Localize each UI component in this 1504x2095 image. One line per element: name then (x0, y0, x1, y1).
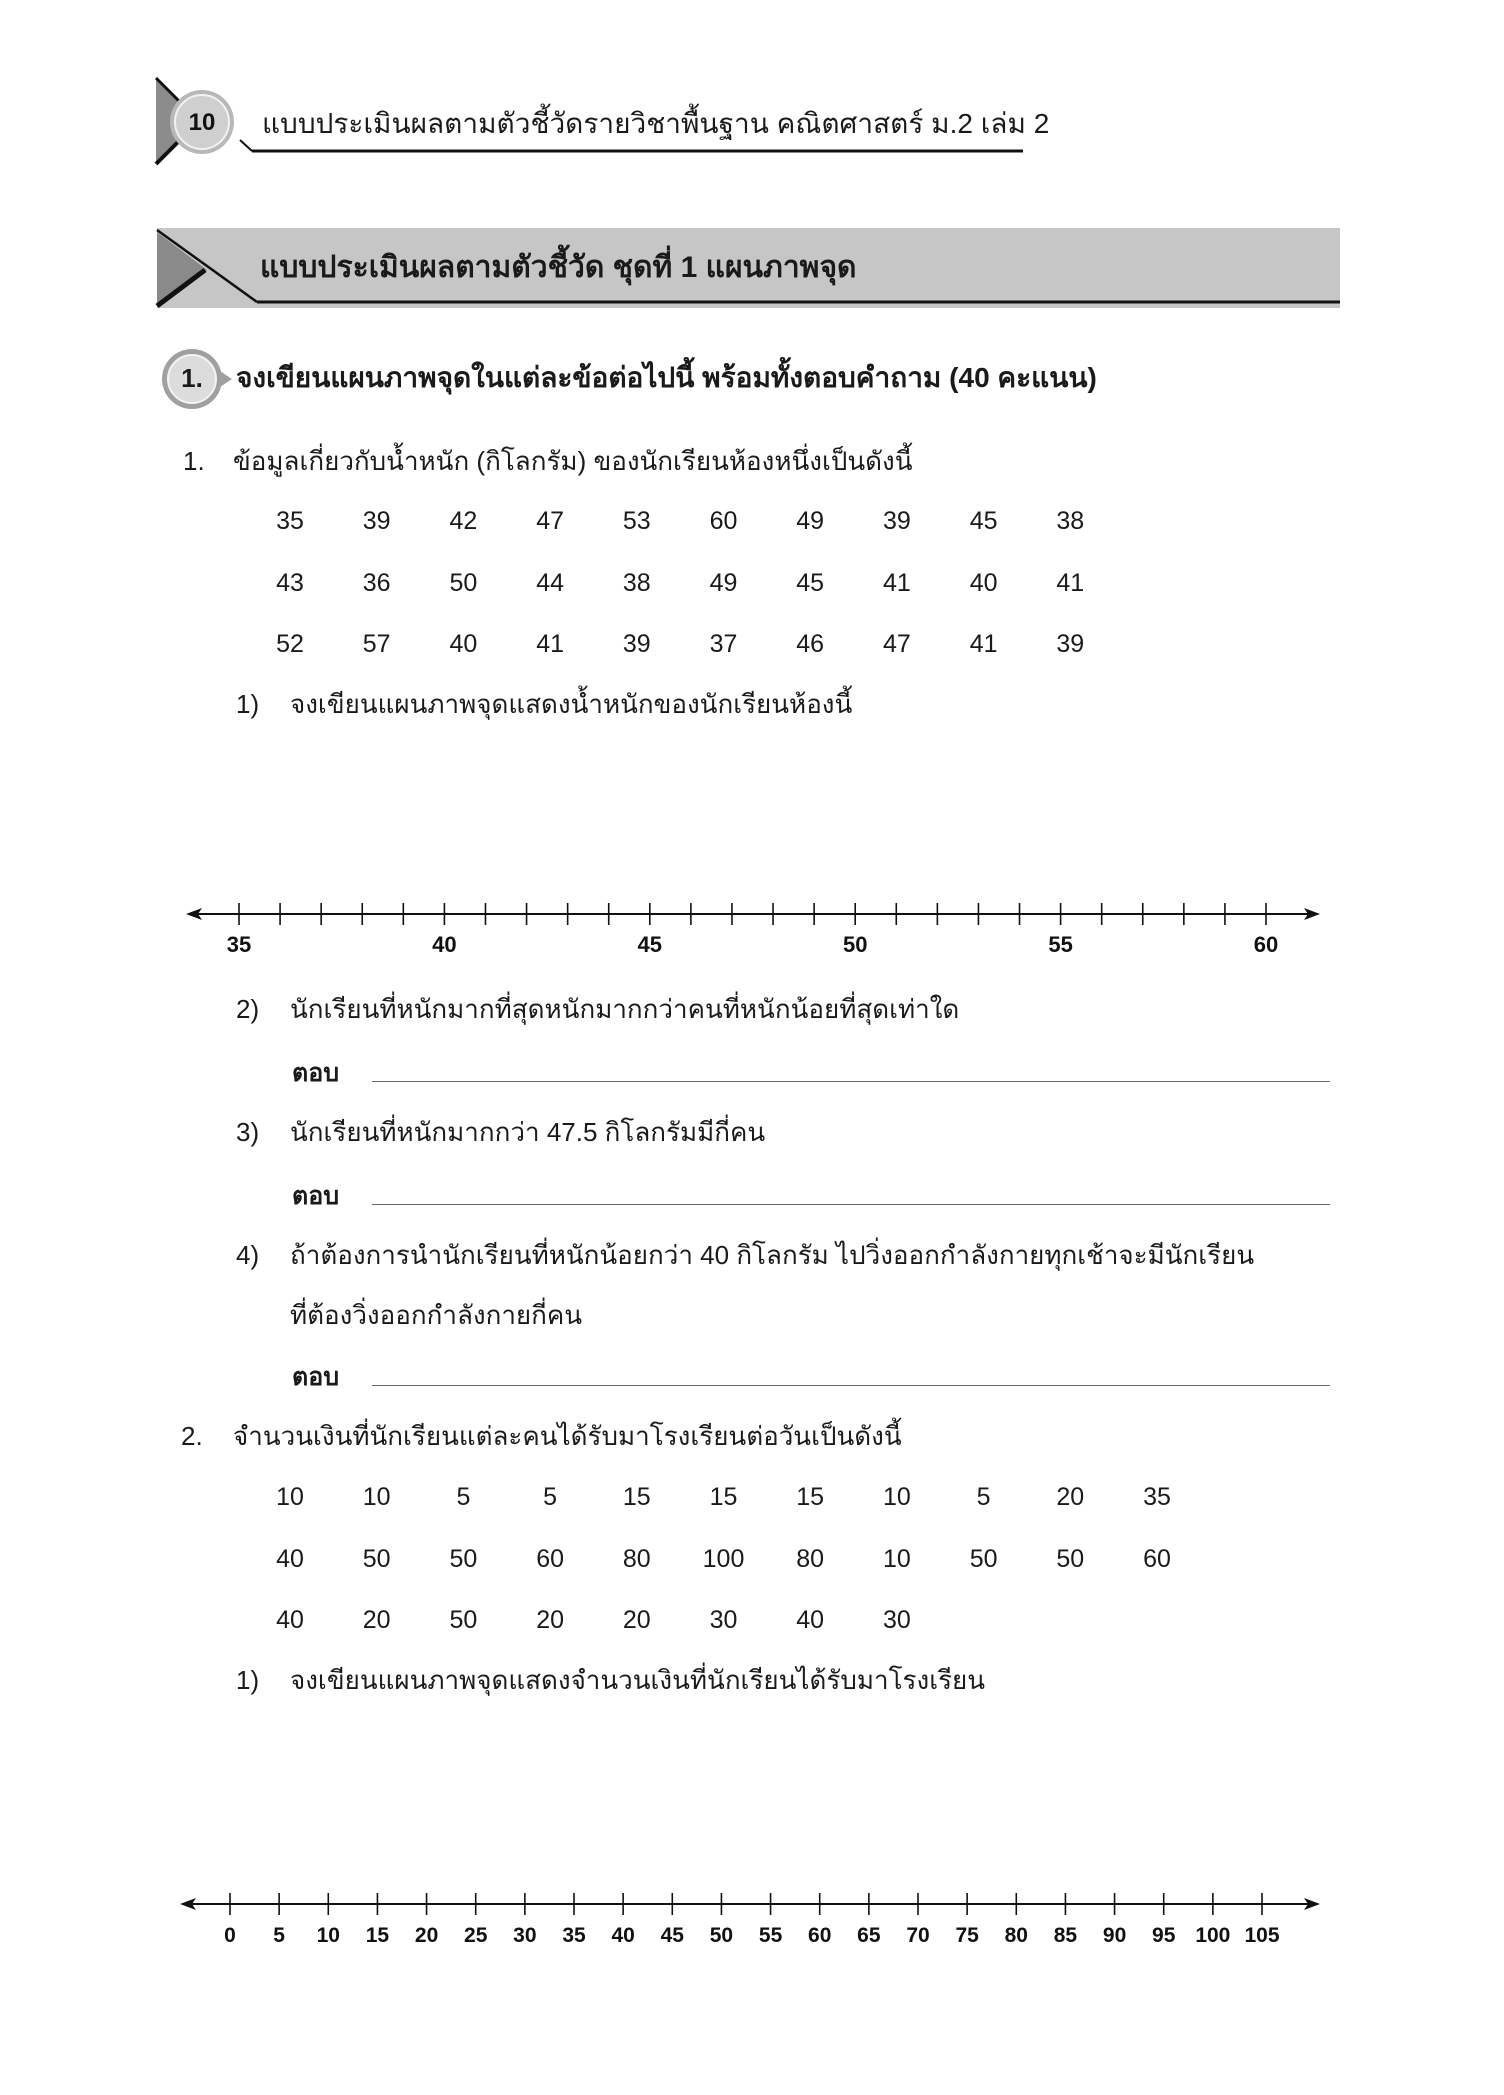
data-value: 60 (1143, 1545, 1171, 1573)
tick-label: 70 (906, 1924, 930, 1947)
data-value: 45 (969, 507, 998, 535)
tick-label: 65 (857, 1924, 881, 1947)
p1-sub4-text: ถ้าต้องการนำนักเรียนที่หนักน้อยกว่า 40 กิโลกรัม ไปวิ่งออกกำลังกายทุกเช้าจะมีนักเรียน (290, 1240, 1255, 1270)
data-value: 20 (622, 1606, 651, 1634)
p1-sub3-answer-field[interactable] (372, 1204, 1330, 1205)
tick-label: 55 (758, 1924, 783, 1947)
tick-label: 0 (224, 1924, 236, 1947)
tick-label: 95 (1152, 1924, 1176, 1947)
data-value: 5 (456, 1483, 471, 1511)
data-value: 50 (969, 1545, 998, 1573)
data-value: 39 (362, 507, 391, 535)
tick-label: 50 (842, 932, 868, 957)
header-underline-diagonal (240, 140, 252, 151)
p1-sub2-answer-field[interactable] (372, 1081, 1330, 1082)
tick-label: 60 (808, 1924, 832, 1947)
data-value: 80 (622, 1545, 651, 1573)
tick-label: 85 (1053, 1924, 1078, 1947)
data-value: 41 (536, 630, 564, 658)
data-value: 50 (362, 1545, 391, 1573)
data-value: 100 (702, 1545, 745, 1573)
data-value: 30 (882, 1606, 911, 1634)
tick-label: 55 (1048, 932, 1073, 957)
data-value: 41 (1056, 569, 1085, 597)
data-value: 50 (1056, 1545, 1085, 1573)
p1-sub3-number: 3) (236, 1117, 260, 1147)
tick-label: 40 (611, 1924, 635, 1947)
page-number: 10 (188, 109, 216, 136)
data-value: 60 (536, 1545, 564, 1573)
tick-label: 90 (1102, 1924, 1127, 1947)
tick-label: 20 (414, 1924, 439, 1947)
p2-sub1-number: 1) (236, 1665, 260, 1695)
number-line-1[interactable] (0, 880, 1504, 960)
p1-sub1-text: จงเขียนแผนภาพจุดแสดงน้ำหนักของนักเรียนห้องนี้ (290, 689, 853, 719)
data-value: 5 (543, 1483, 558, 1511)
p1-sub4-number: 4) (236, 1240, 260, 1270)
data-value: 60 (709, 507, 738, 535)
p2-sub1-text: จงเขียนแผนภาพจุดแสดงจำนวนเงินที่นักเรียนได้รับมาโรงเรียน (290, 1665, 986, 1695)
p1-sub4-text-line2: ที่ต้องวิ่งออกกำลังกายกี่คน (290, 1300, 583, 1330)
problem-1-number: 1. (183, 446, 205, 476)
data-value: 40 (796, 1606, 825, 1634)
badge-pointer (220, 371, 232, 387)
p1-sub2-text: นักเรียนที่หนักมากที่สุดหนักมากกว่าคนที่หนักน้อยที่สุดเท่าใด (290, 994, 960, 1024)
tick-label: 10 (316, 1924, 340, 1947)
data-value: 10 (276, 1483, 304, 1511)
data-value: 20 (1056, 1483, 1085, 1511)
data-value: 39 (882, 507, 911, 535)
data-value: 53 (622, 507, 651, 535)
problem-1-prompt: ข้อมูลเกี่ยวกับน้ำหนัก (กิโลกรัม) ของนักเรียนห้องหนึ่งเป็นดังนี้ (233, 446, 913, 476)
data-value: 40 (969, 569, 998, 597)
tick-label: 45 (660, 1924, 684, 1947)
data-value: 10 (882, 1483, 911, 1511)
data-value: 37 (709, 630, 738, 658)
p1-sub4-answer-field[interactable] (372, 1385, 1330, 1386)
data-value: 50 (449, 1606, 478, 1634)
data-value: 35 (1143, 1483, 1171, 1511)
data-value: 47 (536, 507, 564, 535)
tick-label: 80 (1004, 1924, 1028, 1947)
data-value: 42 (449, 507, 478, 535)
data-value: 38 (622, 569, 651, 597)
data-value: 41 (882, 569, 911, 597)
problem-2-number: 2. (181, 1421, 203, 1451)
data-value: 15 (796, 1483, 825, 1511)
tick-label: 60 (1253, 932, 1279, 957)
tick-label: 75 (955, 1924, 979, 1947)
book-title: แบบประเมินผลตามตัวชี้วัดรายวิชาพื้นฐาน คณิตศาสตร์ ม.2 เล่ม 2 (262, 108, 1050, 139)
data-value: 50 (449, 1545, 478, 1573)
data-value: 10 (882, 1545, 911, 1573)
data-value: 41 (969, 630, 998, 658)
section-number: 1. (181, 363, 203, 393)
data-value: 46 (796, 630, 825, 658)
data-value: 38 (1056, 507, 1085, 535)
tick-label: 105 (1244, 1924, 1280, 1947)
data-value: 40 (276, 1545, 304, 1573)
data-value: 44 (536, 569, 564, 597)
data-value: 49 (709, 569, 738, 597)
section-title: จงเขียนแผนภาพจุดในแต่ละข้อต่อไปนี้ พร้อมทั้งตอบคำถาม (40 คะแนน) (236, 362, 1097, 393)
data-value: 39 (1056, 630, 1085, 658)
p1-sub4-answer-label: ตอบ (292, 1363, 340, 1391)
p1-sub3-answer-label: ตอบ (292, 1182, 340, 1210)
tick-label: 50 (709, 1924, 734, 1947)
number-line-2[interactable] (0, 1870, 1504, 1950)
tick-label: 15 (365, 1924, 390, 1947)
tick-label: 30 (513, 1924, 537, 1947)
tick-label: 40 (432, 932, 457, 957)
data-value: 49 (796, 507, 825, 535)
data-value: 40 (276, 1606, 304, 1634)
data-value: 5 (976, 1483, 991, 1511)
data-value: 80 (796, 1545, 825, 1573)
data-value: 20 (536, 1606, 564, 1634)
data-value: 15 (622, 1483, 651, 1511)
banner-title: แบบประเมินผลตามตัวชี้วัด ชุดที่ 1 แผนภาพจุด (260, 251, 857, 284)
p1-sub2-number: 2) (236, 994, 260, 1024)
data-value: 20 (362, 1606, 391, 1634)
data-value: 45 (796, 569, 825, 597)
data-value: 39 (622, 630, 651, 658)
data-value: 50 (449, 569, 478, 597)
data-value: 52 (276, 630, 304, 658)
tick-label: 100 (1195, 1924, 1231, 1947)
data-value: 15 (709, 1483, 738, 1511)
p1-sub1-number: 1) (236, 689, 260, 719)
data-value: 35 (276, 507, 304, 535)
data-value: 47 (882, 630, 911, 658)
tick-label: 35 (226, 932, 252, 957)
tick-label: 25 (464, 1924, 488, 1947)
problem-2-prompt: จำนวนเงินที่นักเรียนแต่ละคนได้รับมาโรงเรียนต่อวันเป็นดังนี้ (233, 1421, 902, 1451)
data-value: 30 (709, 1606, 738, 1634)
data-value: 40 (449, 630, 478, 658)
tick-label: 45 (637, 932, 663, 957)
data-value: 57 (362, 630, 391, 658)
data-value: 10 (362, 1483, 391, 1511)
data-value: 43 (276, 569, 304, 597)
tick-label: 5 (273, 1924, 285, 1947)
data-value: 36 (362, 569, 391, 597)
p1-sub3-text: นักเรียนที่หนักมากกว่า 47.5 กิโลกรัมมีกี่คน (290, 1117, 766, 1147)
tick-label: 35 (562, 1924, 586, 1947)
p1-sub2-answer-label: ตอบ (292, 1059, 340, 1087)
